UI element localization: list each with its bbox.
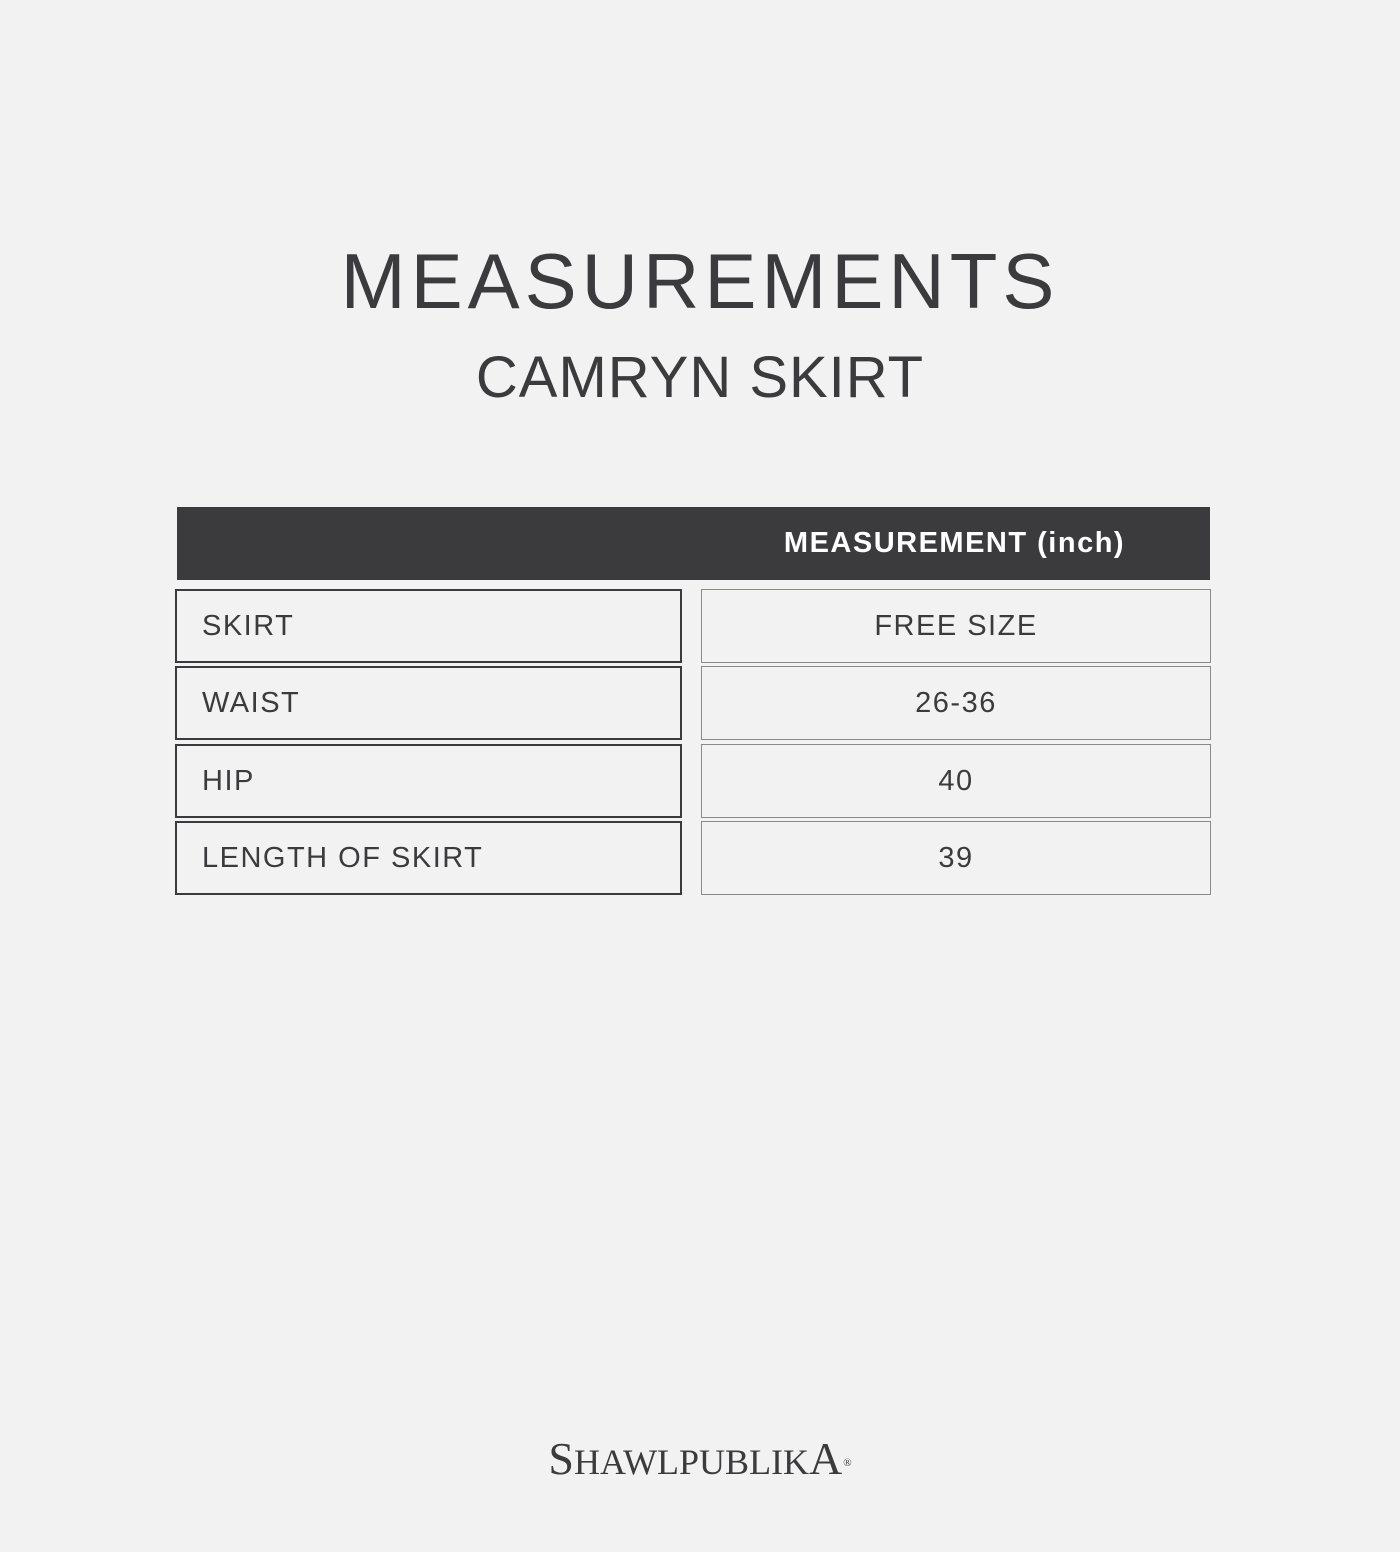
brand-logo — [0, 1432, 1400, 1489]
row-value-hip: 40 — [701, 744, 1211, 818]
logo-last-letter: A — [809, 1433, 843, 1484]
measurement-column-header: MEASUREMENT (inch) — [783, 527, 1126, 559]
logo-middle-letters: HAWLPUBLIK — [573, 1442, 810, 1482]
product-name: CAMRYN SKIRT — [475, 345, 925, 410]
row-label-waist: WAIST — [175, 666, 682, 740]
row-label-skirt: SKIRT — [175, 589, 682, 663]
row-label-hip: HIP — [175, 744, 682, 818]
registered-trademark-mark: ® — [843, 1457, 852, 1469]
page-title: MEASUREMENTS — [340, 237, 1060, 325]
row-value-skirt: FREE SIZE — [701, 589, 1211, 663]
table-header-bar — [177, 507, 1210, 580]
row-label-length-of-skirt: LENGTH OF SKIRT — [175, 821, 682, 895]
logo-first-letter: S — [548, 1433, 574, 1484]
row-value-waist: 26-36 — [701, 666, 1211, 740]
row-value-length-of-skirt: 39 — [701, 821, 1211, 895]
